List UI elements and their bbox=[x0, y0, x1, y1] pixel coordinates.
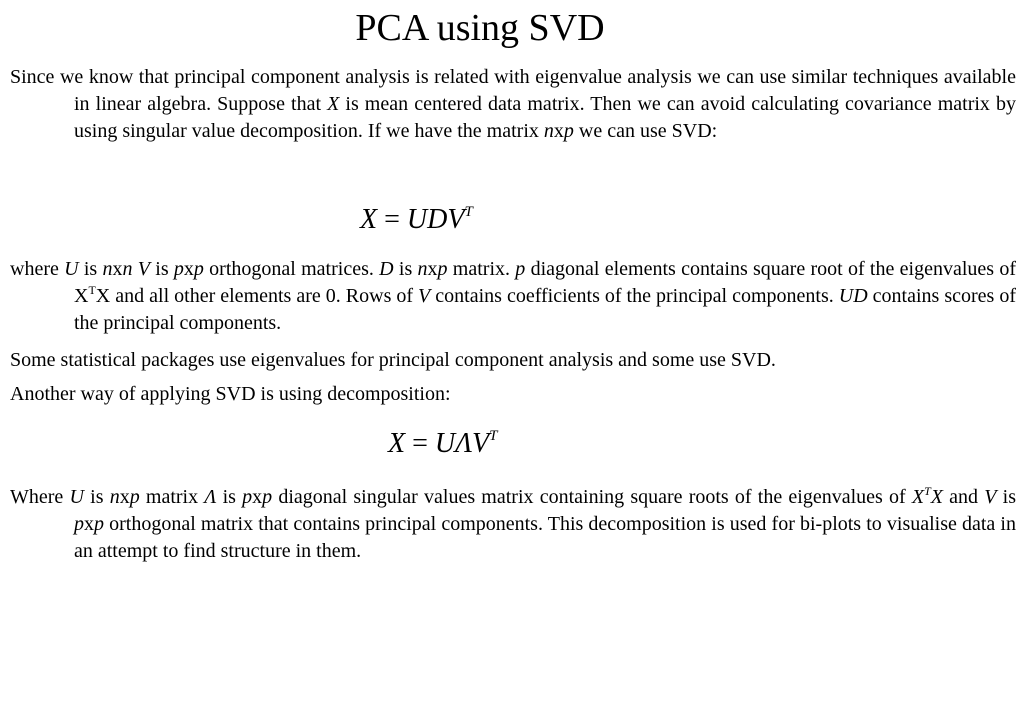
paragraph-where: where U is nxn V is pxp orthogonal matrices. D is nxp matrix. p diagonal elements contains square root of the eigenvalues of $X^TX$ and all other elements are 0. Rows of V contains coefficients of the principal components. UD contains scores of the principal components. bbox=[10, 258, 1016, 334]
equation-svd: $X = UDV^T$ bbox=[360, 204, 473, 235]
equation-decomposition: $X = U\Lambda V^T$ bbox=[388, 428, 498, 459]
paragraph-where-biplot: Where U is nxp matrix Λ is pxp diagonal singular values matrix containing square roots of the eigenvalues of $X^TX$ and V is pxp orthogonal matrix that contains principal components. This decomposition is used for bi-plots to visualise data in an attempt to find structure in them. bbox=[10, 484, 1016, 562]
paragraph-packages: Some statistical packages use eigenvalues for principal component analysis and some use SVD. bbox=[10, 349, 776, 371]
slide-title: PCA using SVD bbox=[355, 7, 605, 49]
paragraph-intro: Since we know that principal component analysis is related with eigenvalue analysis we can use similar techniques available in linear algebra. Suppose that X is mean centered data matrix. Then we can avoid calculating covariance matrix by using singular value decomposition. If we have the matrix nxp we can use SVD: bbox=[10, 66, 1016, 142]
paragraph-another-way: Another way of applying SVD is using decomposition: bbox=[10, 383, 451, 405]
